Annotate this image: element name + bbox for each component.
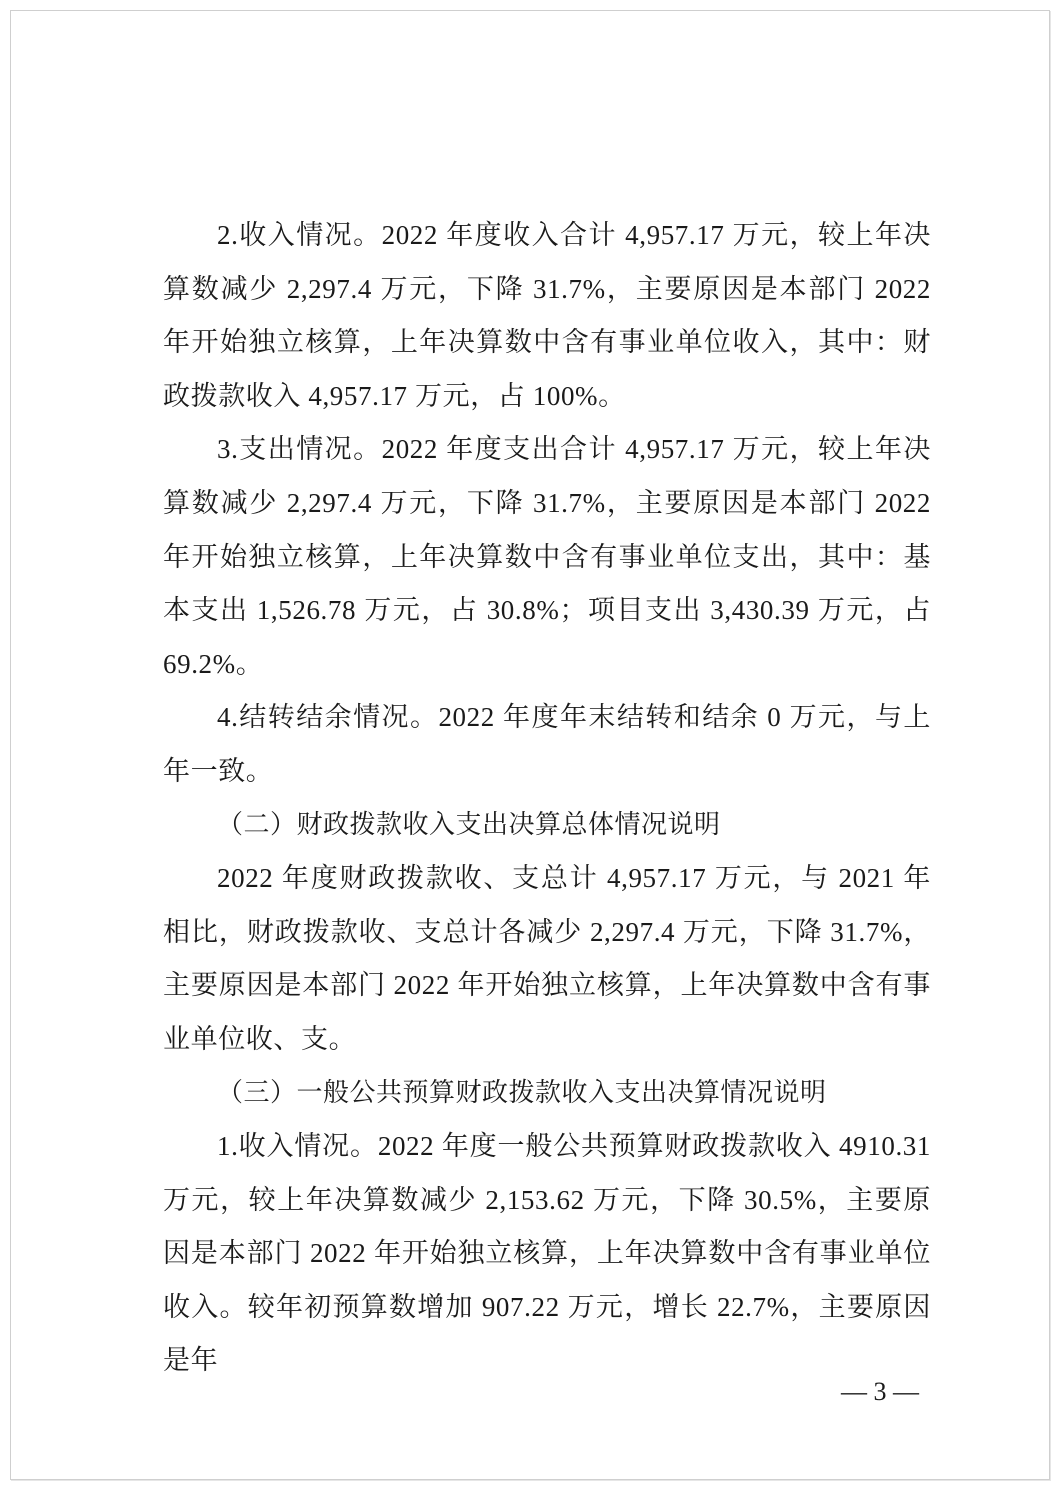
section-heading-fiscal-overall: （二）财政拨款收入支出决算总体情况说明 bbox=[217, 809, 721, 840]
income-paragraph: 2.收入情况。2022 年度收入合计 4,957.17 万元，较上年决算数减少 2,297.4 万元，下降 31.7%，主要原因是本部门 2022 年开始独立核算，上年决算数中含有事业单位收入，其中：财政拨款收入 4,957.17 万元，占 100%。 bbox=[163, 220, 931, 411]
document-body bbox=[163, 209, 931, 1388]
expenditure-paragraph: 3.支出情况。2022 年度支出合计 4,957.17 万元，较上年决算数减少 2,297.4 万元，下降 31.7%，主要原因是本部门 2022 年开始独立核算，上年决算数中含有事业单位支出，其中：基本支出 1,526.78 万元，占 30.8%；项目支出 3,430.39 万元，占 69.2%。 bbox=[163, 434, 931, 679]
general-budget-income-paragraph: 1.收入情况。2022 年度一般公共预算财政拨款收入 4910.31 万元，较上年决算数减少 2,153.62 万元，下降 30.5%，主要原因是本部门 2022 年开始独立核算，上年决算数中含有事业单位收入。较年初预算数增加 907.22 万元，增长 22.7%，主要原因是年 bbox=[163, 1131, 931, 1376]
carryover-paragraph: 4.结转结余情况。2022 年度年末结转和结余 0 万元，与上年一致。 bbox=[163, 702, 931, 786]
page-number: — 3 — bbox=[841, 1377, 919, 1406]
document-page bbox=[10, 10, 1050, 1480]
fiscal-overall-paragraph: 2022 年度财政拨款收、支总计 4,957.17 万元，与 2021 年相比，财政拨款收、支总计各减少 2,297.4 万元，下降 31.7%，主要原因是本部门 2022 年开始独立核算，上年决算数中含有事业单位收、支。 bbox=[163, 863, 931, 1054]
section-heading-general-budget: （三）一般公共预算财政拨款收入支出决算情况说明 bbox=[217, 1077, 827, 1108]
